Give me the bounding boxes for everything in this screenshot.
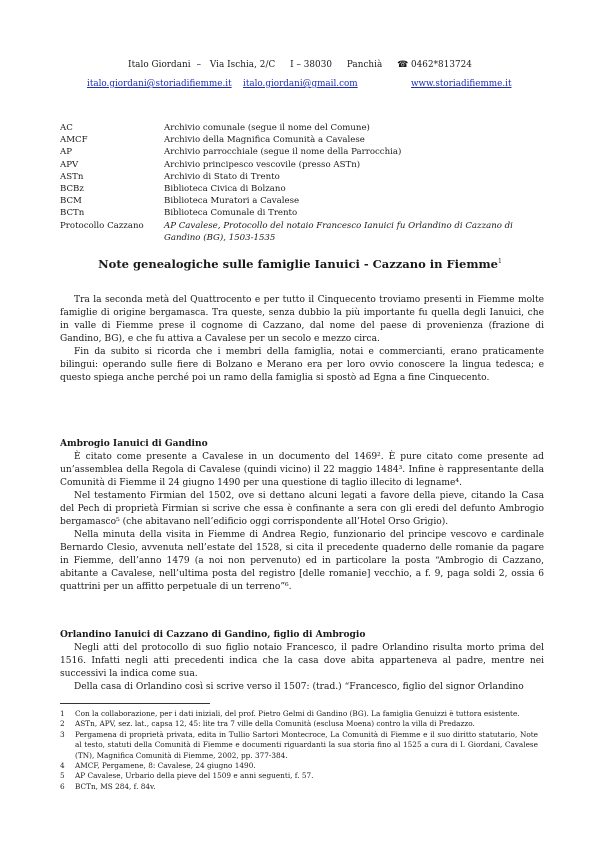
abbreviation-row: [60, 159, 550, 171]
abbreviation-key: AC: [60, 123, 73, 133]
abbreviation-value: Archivio di Stato di Trento: [164, 171, 280, 182]
abbreviation-value: Biblioteca Civica di Bolzano: [164, 184, 286, 195]
abbreviation-value: Archivio comunale (segue il nome del Comune): [164, 123, 370, 133]
author-name: Italo Giordani: [128, 60, 191, 70]
footnote: [60, 730, 538, 761]
footnote: [60, 761, 538, 771]
section-ambrogio: [60, 451, 544, 594]
abbreviation-row: [60, 207, 550, 219]
paragraph: Della casa di Orlandino così si scrive verso il 1507: (trad.) “Francesco, figlio del signor Orlandino: [74, 682, 524, 692]
email-link-2[interactable]: italo.giordani@gmail.com: [243, 79, 358, 89]
abbreviation-key: BCTn: [60, 208, 85, 219]
footnote-number: 1: [60, 709, 65, 718]
abbreviation-row: [60, 134, 550, 146]
abbreviation-value: Biblioteca Comunale di Trento: [164, 208, 298, 219]
postal-code: I – 38030: [290, 60, 332, 70]
abbreviation-row: [60, 171, 550, 183]
abbreviation-key: APV: [60, 159, 79, 170]
paragraph: Nella minuta della visita in Fiemme di Andrea Regio, funzionario del principe vescovo e cardinale Bernardo Clesio, avvenuta nell’estate del 1528, si cita il precedente quaderno delle romanie da pagare in Fiemme, dell’anno 1479 (a noi non pervenuto) ed in particolare la posta “Ambrogio di Cazzano, abitante a Cavalese, nell’ultima posta del registro [delle romanie] vecchio, a f. 9, paga soldi 2, ossia 6 quattrini per un affitto perpetuale di un terreno”⁶.: [60, 530, 544, 592]
footnote-number: 3: [60, 729, 65, 739]
footnote: [60, 709, 538, 719]
section-heading: Ambrogio Ianuici di Gandino: [60, 438, 208, 449]
abbreviation-row: [60, 195, 550, 207]
footnote: [60, 782, 538, 792]
footnote-text: Pergamena di proprietà privata, edita in Tullio Sartori Montecroce, La Comunità di Fiemme e il suo diritto statutario, Note al testo, statuti della Comunità di Fiemme e documenti riguardanti la sua storia fino al 1525 a cura di I. Giordani, Cavalese (TN), Magnifica Comunità di Fiemme, 2002, pp. 377-384.: [75, 729, 538, 760]
footnote: [60, 719, 538, 729]
letterhead: Italo Giordani – Via Ischia, 2/C I – 38030 Panchià ☎ 0462*813724: [128, 60, 472, 70]
abbreviation-key: AMCF: [60, 135, 88, 146]
footnote-text: AP Cavalese, Urbario della pieve del 1509 e anni seguenti, f. 57.: [75, 771, 314, 781]
footnote-number: 5: [60, 771, 65, 781]
footnote-text: Con la collaborazione, per i dati iniziali, del prof. Pietro Gelmi di Gandino (BG). La famiglia Genuizzi è tuttora esistente.: [75, 709, 520, 718]
abbreviation-value: Archivio parrocchiale (segue il nome della Parrocchia): [164, 147, 402, 158]
city: Panchià: [346, 60, 383, 70]
email-link-1[interactable]: italo.giordani@storiadifiemme.it: [87, 79, 232, 89]
abbreviation-value: Archivio principesco vescovile (presso ASTn): [164, 159, 361, 170]
abbreviation-key: ASTn: [60, 171, 84, 182]
paragraph: Nel testamento Firmian del 1502, ove si dettano alcuni legati a favore della pieve, citando la Casa del Pech di proprietà Firmian si scrive che essa è confinante a sera con gli eredi del defunto Ambrogio bergamasco⁵ (che abitavano nell’edificio oggi corrispondente all’Hotel Orso Grigio).: [60, 491, 544, 527]
abbreviation-row: [60, 220, 550, 244]
paragraph: Negli atti del protocollo di suo figlio notaio Francesco, il padre Orlandino risulta morto prima del 1516. Infatti negli atti precedenti indica che la casa dove abita apparteneva al padre, mentre nei successivi la indica come sua.: [60, 643, 544, 679]
article-title-text: Note genealogiche sulle famiglie Ianuici - Cazzano in Fiemme: [98, 257, 498, 271]
section-heading: Orlandino Ianuici di Cazzano di Gandino, figlio di Ambrogio: [60, 629, 366, 640]
footnote-number: 6: [60, 781, 65, 791]
author-address: Via Ischia, 2/C: [209, 60, 276, 70]
article-title: [0, 257, 600, 271]
abbreviation-row: [60, 146, 550, 158]
paragraph: È citato come presente a Cavalese in un documento del 1469². È pure citato come presente ad un’assemblea della Regola di Cavalese (quindi vicino) il 22 maggio 1484³. Infine è rappresentante della Comunità di Fiemme il 24 giugno 1490 per una questione di taglio illecito di legname⁴.: [60, 452, 544, 488]
footnote-number: 4: [60, 761, 65, 771]
abbreviation-value: AP Cavalese, Protocollo del notaio Francesco Ianuici fu Orlandino di Cazzano di Gandino (BG), 1503-1535: [164, 220, 513, 243]
intro-section: [60, 294, 544, 385]
abbreviation-value: Biblioteca Muratori a Cavalese: [164, 196, 300, 207]
abbreviations-list: [60, 122, 550, 244]
abbreviation-key: BCM: [60, 196, 82, 207]
abbreviation-row: [60, 122, 550, 134]
abbreviation-value: Archivio della Magnifica Comunità a Cavalese: [164, 135, 365, 146]
footnote-ref[interactable]: 1: [498, 258, 502, 266]
footnote: [60, 771, 538, 781]
abbreviation-key: BCBz: [60, 184, 84, 195]
phone: ☎ 0462*813724: [397, 60, 472, 70]
footnote-text: BCTn, MS 284, f. 84v.: [75, 781, 156, 791]
footnotes: [60, 709, 538, 792]
section-orlandino: [60, 642, 544, 694]
abbreviation-key: Protocollo Cazzano: [60, 220, 144, 231]
paragraph: Tra la seconda metà del Quattrocento e per tutto il Cinquecento troviamo presenti in Fiemme molte famiglie di origine bergamasca. Tra queste, senza dubbio la più importante fu quella degli Ianuici, che in valle di Fiemme prese il cognome di Cazzano, dal nome del paese di provenienza (frazione di Gandino, BG), e che fu attiva a Cavalese per un secolo e mezzo circa.: [60, 295, 544, 344]
footnote-number: 2: [60, 719, 65, 729]
footnote-text: ASTn, APV, sez. lat., capsa 12, 45: lite tra 7 ville della Comunità (esclusa Moena) contro la villa di Predazzo.: [75, 719, 475, 729]
website-link[interactable]: www.storiadifiemme.it: [411, 79, 512, 89]
footnote-text: AMCF, Pergamene, 8: Cavalese, 24 giugno 1490.: [75, 761, 256, 771]
abbreviation-key: AP: [60, 147, 72, 158]
abbreviation-row: [60, 183, 550, 195]
footnote-divider: [60, 703, 210, 704]
paragraph: Fin da subito si ricorda che i membri della famiglia, notai e commercianti, erano praticamente bilingui: operando sulle fiere di Bolzano e Merano era per loro ovvio conoscere la lingua tedesca; e questo spiega anche perché poi un ramo della famiglia si spostò ad Egna a fine Cinquecento.: [60, 347, 544, 383]
